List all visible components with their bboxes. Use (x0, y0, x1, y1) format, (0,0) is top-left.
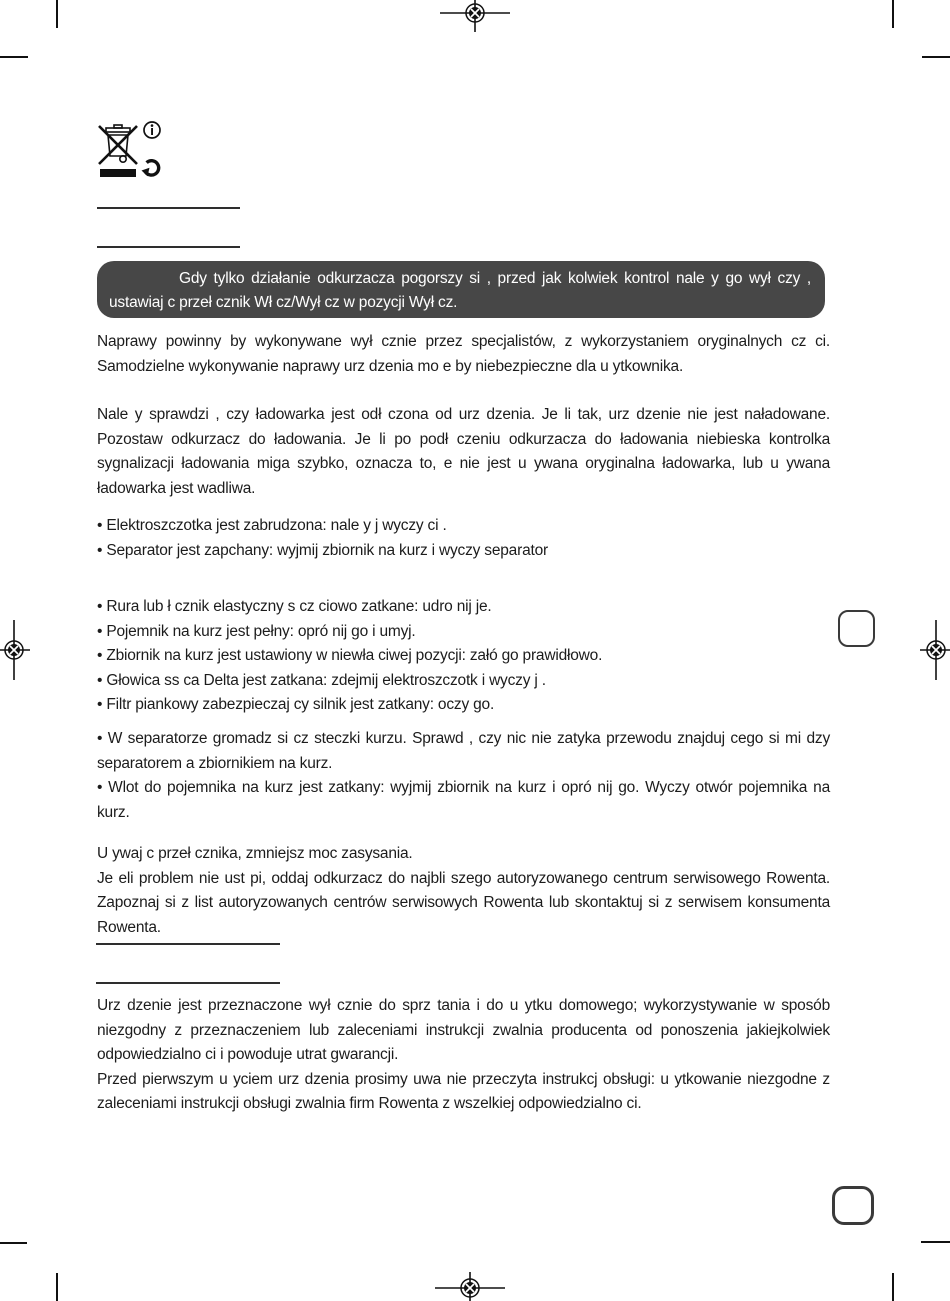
bullet-list-brush (97, 514, 830, 563)
paragraph-text: Nale y sprawdzi , czy ładowarka jest odł czona od urz dzenia. Je li tak, urz dzenie nie jest naładowane. Pozostaw odkurzacz do ładowania. Je li po podł czeniu odkurzacza do ładowania niebieska kontrolka sygnalizacji ładowania miga szybko, oznacza to, e nie jest u ywana oryginalna ładowarka, lub u ywana ładowarka jest wadliwa. (97, 406, 830, 497)
registration-mark-right-icon (920, 620, 950, 680)
paragraph-text: Przed pierwszym u yciem urz dzenia prosimy uwa nie przeczyta instrukcj obsługi: u ytkowanie niezgodne z zaleceniami instrukcji obsługi zwalnia firm Rowenta z wszelkiej odpowiedzialno ci. (97, 1070, 830, 1112)
paragraph-guarantee (97, 994, 830, 1117)
section-rule-2 (97, 246, 240, 248)
section-rule-1 (97, 207, 240, 209)
registration-mark-bottom-icon (435, 1272, 505, 1301)
crop-mark-bottom-right-horizontal (921, 1241, 950, 1243)
info-circle-icon (142, 120, 162, 140)
registration-mark-left-icon (0, 620, 30, 680)
crop-mark-bottom-left-vertical (56, 1273, 58, 1301)
registration-mark-top-icon (440, 0, 510, 32)
paragraph-repairs (97, 330, 830, 379)
paragraph-service (97, 842, 830, 940)
section-rule-3 (96, 943, 280, 945)
weee-crossed-bin-icon (96, 118, 140, 180)
list-item: • Filtr piankowy zabezpieczaj cy silnik jest zatkany: oczy go. (97, 696, 495, 713)
rounded-placeholder-box-2 (832, 1186, 874, 1225)
list-item: • Pojemnik na kurz jest pełny: opró nij go i umyj. (97, 622, 416, 640)
list-item: • Wlot do pojemnika na kurz jest zatkany: wyjmij zbiornik na kurz i opró nij go. Wyczy otwór pojemnika na kurz. (97, 779, 830, 821)
paragraph-text: Urz dzenie jest przeznaczone wył cznie do sprz tania i do u ytku domowego; wykorzystywanie w sposób niezgodny z przeznaczeniem lub zaleceniami instrukcji zwalnia producenta od ponoszenia jakiejkolwiek odpowiedzialno ci i powoduje utrat gwarancji. (97, 997, 830, 1063)
bullet-list-separator (97, 727, 830, 825)
paragraph-charging (97, 403, 830, 501)
crop-mark-top-right-vertical (892, 0, 894, 28)
list-item: • Zbiornik na kurz jest ustawiony w niewła ciwej pozycji: załó go prawidłowo. (97, 647, 603, 664)
section-rule-4 (96, 982, 280, 984)
list-item: • Rura lub ł cznik elastyczny s cz ciowo zatkane: udro nij je. (97, 598, 492, 615)
list-item: • Elektroszczotka jest zabrudzona: nale y j wyczy ci . (97, 517, 447, 534)
crop-mark-bottom-right-vertical (892, 1273, 894, 1301)
list-item: • W separatorze gromadz si cz steczki kurzu. Sprawd , czy nic nie zatyka przewodu znajduj cego si mi dzy separatorem a zbiornikiem na kurz. (97, 730, 830, 772)
crop-mark-bottom-left-horizontal (0, 1242, 27, 1244)
warning-text: Gdy tylko działanie odkurzacza pogorszy si , przed jak kolwiek kontrol nale y go wył czy , ustawiaj c przeł cznik Wł cz/Wył cz w pozycji Wył cz. (109, 270, 811, 311)
bullet-list-suction-loss (97, 595, 830, 718)
crop-mark-top-left-vertical (56, 0, 58, 28)
paragraph-text: U ywaj c przeł cznika, zmniejsz moc zasysania. (97, 845, 413, 862)
paragraph-text: Je eli problem nie ust pi, oddaj odkurzacz do najbli szego autoryzowanego centrum serwisowego Rowenta. Zapoznaj si z list autoryzowanych centrów serwisowych Rowenta lub skontaktuj si z serwisem konsumenta Rowenta. (97, 869, 830, 936)
crop-mark-top-right-horizontal (922, 56, 950, 58)
recycle-arrow-icon (141, 158, 162, 179)
paragraph-text: Naprawy powinny by wykonywane wył cznie przez specjalistów, z wykorzystaniem oryginalnych cz ci. Samodzielne wykonywanie naprawy urz dzenia mo e by niebezpieczne dla u ytkownika. (97, 333, 830, 375)
list-item: • Separator jest zapchany: wyjmij zbiornik na kurz i wyczy separator (97, 541, 548, 559)
rounded-placeholder-box-1 (838, 610, 875, 647)
crop-mark-top-left-horizontal (0, 56, 28, 58)
list-item: • Głowica ss ca Delta jest zatkana: zdejmij elektroszczotk i wyczy j . (97, 671, 546, 689)
warning-box (97, 261, 825, 318)
